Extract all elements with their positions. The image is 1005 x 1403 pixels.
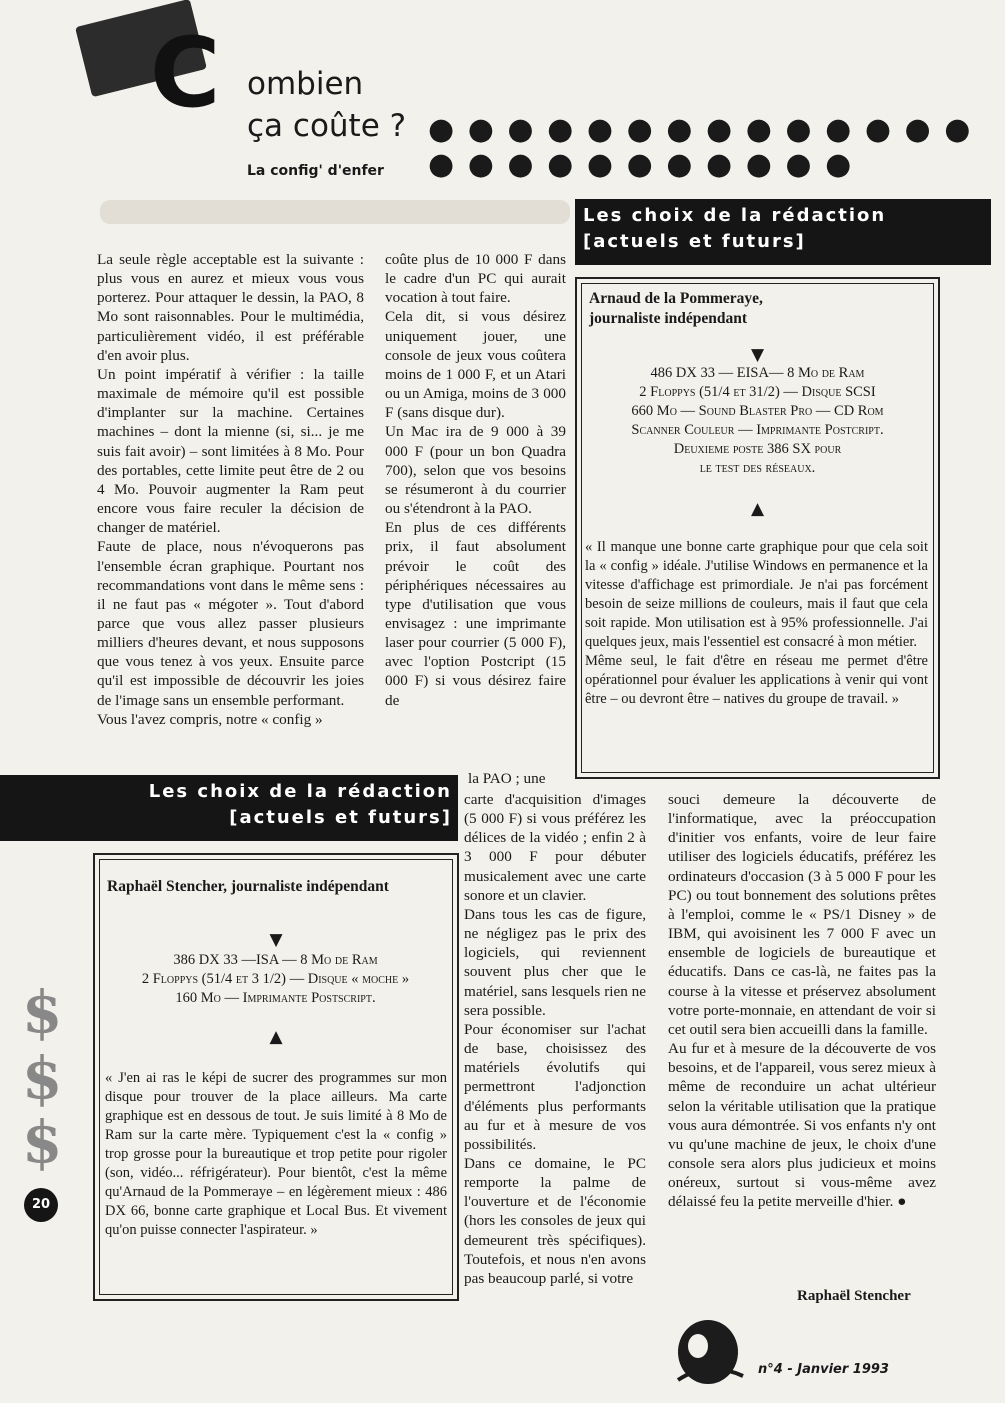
spec-line: 2 Floppys (51/4 et 31/2) — Disque SCSI [639,384,876,400]
page-number: 20 [24,1188,58,1222]
spec-line: le test des réseaux. [699,460,816,476]
banner-line-2: [actuels et futurs] [229,807,452,828]
dollar-sign-icon: $ [22,978,63,1046]
paragraph: Dans ce domaine, le PC remporte la palme de l'ouverture et de l'économie (hors les consoles de jeux qui demeurent très spécifiques). Toutefois, et nous n'en avons pas beaucoup parlé, si votre [464,1154,646,1287]
drop-cap-c: C [150,17,221,129]
spec-line: 2 Floppys (51/4 et 3 1/2) — Disque « moche » [141,971,410,987]
paragraph: Vous l'avez compris, notre « config » [97,710,323,728]
background-ghost-band [100,200,570,224]
paragraph: Pour économiser sur l'achat de base, choisissez des matériels évolutifs qui permettront l'adjonction d'éléments plus performants au fur et à mesure de vos possibilités. [464,1020,646,1153]
box-specs [585,364,930,478]
spec-line: 160 Mo — Imprimante Postscript. [175,990,376,1006]
subtitle: La config' d'enfer [247,163,384,179]
title-line-2: ça coûte ? [247,108,407,144]
box-specs [103,951,448,1008]
banner-line-1: Les choix de la rédaction [148,781,452,802]
article-column-3-bottom [668,790,936,1211]
quote-paragraph: Même seul, le fait d'être en réseau me permet d'être opérationnel pour évaluer les applications à venir qui vont être – ou devront être – natives du groupe de travail. » [585,653,928,707]
arrow-up-icon: ▲ [269,1027,283,1047]
paragraph: souci demeure la découverte de l'informatique, avec la préoccupation d'initier vos enfants, voire de leur faire utiliser des logiciels éducatifs, préférez les ordinateurs d'occasion (3 à 5 000 F pour les PC) ou tout bonnement des solutions prêtes à l'emploi, comme le « PS/1 Disney » de IBM, qui avoisinent les 7 000 F avec un ensemble de logiciels de bureautique et éducatifs. Dans ce cas-là, ne faites pas la course à la vitesse et préservez absolument votre porte-monnaie, en attendant de voir si cet outil sera bien accueilli dans la famille. [668,791,936,1038]
box-author: Raphaël Stencher, journaliste indépendant [107,878,389,895]
paragraph: Faute de place, nous n'évoquerons pas l'ensemble écran graphique. Pourtant nos recommandations vont dans le même sens : il ne faut pas « mégoter ». Tout d'abord parce que vous allez passer plusieurs milliers d'heures devant, et nous supposons que vous tenez à vos yeux. Ensuite parce qu'il est impossible de découvrir les joies de l'image sans un ensemble performant. [97,538,364,709]
title-dots-rule: ● ● ● ● ● ● ● ● ● ● ● ● ● ● ● ● ● ● ● ● ● ● ● ● ● [428,112,973,182]
spec-line: Deuxieme poste 386 SX pour [673,441,842,457]
arrow-down-icon: ▼ [269,930,283,950]
spec-line: 660 Mo — Sound Blaster Pro — CD Rom [631,403,884,419]
banner-line-1: Les choix de la rédaction [583,205,887,226]
paragraph: Au fur et à mesure de la découverte de vos besoins, et de l'appareil, vous serez mieux à même de reconduire un achat ultérieur selon la véritable utilisation que la pratique vous aura démontrée. Si vos enfants n'y ont vu qu'une machine de jeux, le choix d'une console sera alors plus judicieux et moins onéreux, surtout si vous-même avez délaissé feu la petite merveille d'hier. ● [668,1040,936,1211]
issue-date: n°4 - Janvier 1993 [758,1362,889,1377]
author-signature: Raphaël Stencher [797,1288,911,1304]
paragraph: En plus de ces différents prix, il faut absolument prévoir le coût des périphériques nécessaires au type d'utilisation que vous envisagez : une imprimante laser pour courrier (5 000 F), avec l'option Postcript (15 000 F) si vous désirez faire de [385,519,566,709]
dollar-sign-icon: $ [22,1044,63,1112]
paragraph: Cela dit, si vous désirez uniquement jouer, une console de jeux vous coûtera moins de 1 000 F, et un Atari ou un Amiga, moins de 3 000 F (sans disque dur). [385,308,566,422]
sidebar-box-1 [575,277,940,779]
paragraph: coûte plus de 10 000 F dans le cadre d'un PC qui aurait vocation à tout faire. [385,251,566,307]
article-column-2-bottom [464,790,646,1288]
arrow-down-icon: ▼ [750,345,765,365]
paragraph: carte d'acquisition d'images (5 000 F) si vous préférez les délices de la vidéo ; enfin 2 à 3 000 F pour débuter musicalement avec une carte sonore et un clavier. [464,791,646,904]
article-column-2-top [385,250,566,710]
sidebar-box-2 [93,853,459,1301]
spec-line: Scanner Couleur — Imprimante Postcript. [631,422,884,438]
sidebar-banner-2 [0,775,458,841]
paragraph: La seule règle acceptable est la suivante : plus vous en aurez et mieux vous vous porterez. Pour attaquer le dessin, la PAO, 8 Mo sont raisonnables. Pour le multimédia, particulièrement vidéo, il est préférable d'en avoir plus. [97,251,364,364]
arrow-up-icon: ▲ [750,499,765,519]
paragraph: Un Mac ira de 9 000 à 39 000 F (pour un bon Quadra 700), selon que vos besoins se résumeront à du courrier ou s'étendront à la PAO. [385,423,566,518]
article-column-1 [97,250,364,729]
paragraph: Un point impératif à vérifier : la taille maximale de mémoire qu'il est possible d'implanter sur la machine. Certaines machines – dont la mienne (si, si... je me suis fait avoir) – sont limitées à 8 Mo. Pour des portables, cette limite peut être de 2 ou 4 Mo. Pouvoir augmenter la Ram peut encore vous faire reculer la décision de changer de matériel. [97,365,364,537]
box-quote [585,538,928,709]
quote-paragraph: « Il manque une bonne carte graphique pour que cela soit la « config » idéale. J'utilise Windows en permanence et la vitesse d'affichage est primordiale. Je n'ai pas forcément besoin de seize millions de couleurs, mais il faut que cela soit rapide. Mon utilisation est à 95% professionnelle. J'ai quelques jeux, mais l'essentiel est consacré à mon métier. [585,539,928,650]
box-author: Arnaud de la Pommeraye, journaliste indépendant [589,290,763,327]
dollar-sign-icon: $ [22,1108,63,1176]
sidebar-banner-1 [575,199,991,265]
article-column-2-bridge: la PAO ; une [468,770,546,787]
banner-line-2: [actuels et futurs] [583,231,806,252]
box-quote: « J'en ai ras le képi de sucrer des programmes sur mon disque pour trouver de la place ailleurs. Ma carte graphique est en dessous de tout. Je suis limité à 8 Mo de Ram sur la carte mère. Typiquement c'est la « config » trop grosse pour la bureautique et trop petite pour rigoler (son, vidéo... réfrigérateur). Pour bientôt, c'est la même qu'Arnaud de la Pommeraye – en légèrement mieux : 486 DX 66, bonne carte graphique et Local Bus. Et vivement qu'on puisse connecter l'aspirateur. » [105,1070,447,1238]
title-line-1: ombien [247,66,364,102]
spec-line: 386 DX 33 —ISA — 8 Mo de Ram [173,952,378,968]
spec-line: 486 DX 33 — EISA— 8 Mo de Ram [650,365,865,381]
paragraph: Dans tous les cas de figure, ne négligez pas le prix des logiciels, qui reviennent souvent plus cher que le matériel, sans lesquels rien ne sera possible. [464,905,646,1019]
magazine-footer-logo [668,1310,750,1388]
